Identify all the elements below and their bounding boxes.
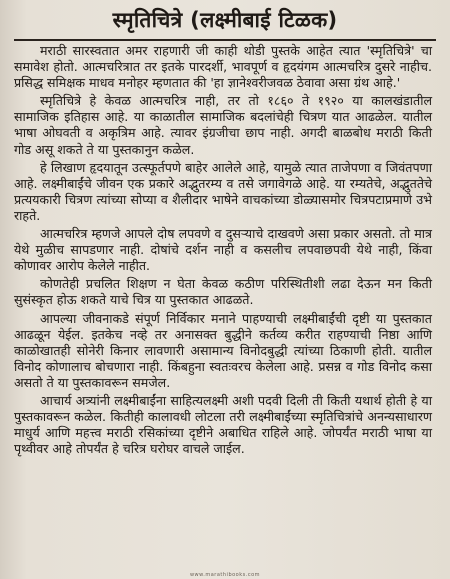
page-title: स्मृतिचित्रे (लक्ष्मीबाई टिळक) (112, 8, 338, 32)
paragraph: मराठी सारस्वतात अमर राहणारी जी काही थोडी पुस्तके आहेत त्यात 'स्मृतिचित्रे' चा समावेश होतो. आत्मचरित्रात तर इतके पारदर्शी, भावपूर्ण व हृदयंगम आत्मचरित्र दुसरे नाहीच. प्रसिद्ध समिक्षक माधव मनोहर म्हणतात की 'हा ज्ञानेश्वरीजवळ ठेवावा असा ग्रंथ आहे.' (14, 43, 432, 91)
body-text (14, 43, 432, 459)
paragraph: स्मृतिचित्रे हे केवळ आत्मचरित्र नाही, तर तो १८६० ते १९२० या कालखंडातील सामाजिक इतिहास आहे. या काळातील सामाजिक बदलांचेही चित्रण यात आढळेल. यातील भाषा ओघवती व अकृत्रिम आहे. त्यावर इंग्रजीचा छाप नाही. अगदी बाळबोध मराठी किती गोड असू शकते ते या पुस्तकानुन कळेल. (14, 93, 432, 157)
paragraph: आत्मचरित्र म्हणजे आपले दोष लपवणे व दुसऱ्याचे दाखवणे असा प्रकार असतो. तो मात्र येथे मुळीच सापडणार नाही. दोषांचे दर्शन नाही व कसलीच लपवाछपवी येथे नाही, किंवा कोणावर आरोप केलेले नाहीत. (14, 226, 432, 274)
title-underline (14, 39, 436, 41)
paragraph: कोणतेही प्रचलित शिक्षण न घेता केवळ कठीण परिस्थितीशी लढा देऊन मन किती सुसंस्कृत होऊ शकते याचे चित्र या पुस्तकात आढळते. (14, 276, 432, 308)
paragraph: आपल्या जीवनाकडे संपूर्ण निर्विकार मनाने पाहण्याची लक्ष्मीबाईंची दृष्टी या पुस्तकात आढळून येईल. इतकेच नव्हे तर अनासक्त बुद्धीने कर्तव्य करीत राहण्याची निष्ठा आणि काळोखातही सोनेरी किनार लावणारी असामान्य विनोदबुद्धी त्यांच्या ठिकाणी होती. यातील विनोद कोणालाच बोचणारा नाही. किंबहुना स्वतःवरच केलेला आहे. प्रसन्न व गोड विनोद कसा असतो ते या पुस्तकावरून समजेल. (14, 310, 432, 390)
paragraph: हे लिखाण हृदयातून उत्स्फूर्तपणे बाहेर आलेले आहे, यामुळे त्यात ताजेपणा व जिवंतपणा आहे. लक्ष्मीबाईंचे जीवन एक प्रकारे अद्भुतरम्य व तसे जगावेगळे आहे. या रम्यतेचे, अद्भुततेचे प्रत्ययकारी चित्रण त्यांच्या सोप्या व शैलीदार भाषेने वाचकांच्या डोळ्यासमोर चित्रपटाप्रमाणे उभे राहते. (14, 159, 432, 223)
footer-watermark: www.marathibooks.com (189, 572, 261, 578)
paragraph: आचार्य अत्र्यांनी लक्ष्मीबाईंना साहित्यलक्ष्मी अशी पदवी दिली ती किती यथार्थ होती हे या पुस्तकावरून कळेल. कितीही कालावधी लोटला तरी लक्ष्मीबाईंच्या स्मृतिचित्रांचे अनन्यसाधारण माधुर्य आणि महत्त्व मराठी रसिकांच्या दृष्टीने अबाधित राहिले आहे. जोपर्यंत मराठी भाषा या पृथ्वीवर आहे तोपर्यंत हे चरित्र घरोघर वाचले जाईल. (14, 392, 432, 457)
